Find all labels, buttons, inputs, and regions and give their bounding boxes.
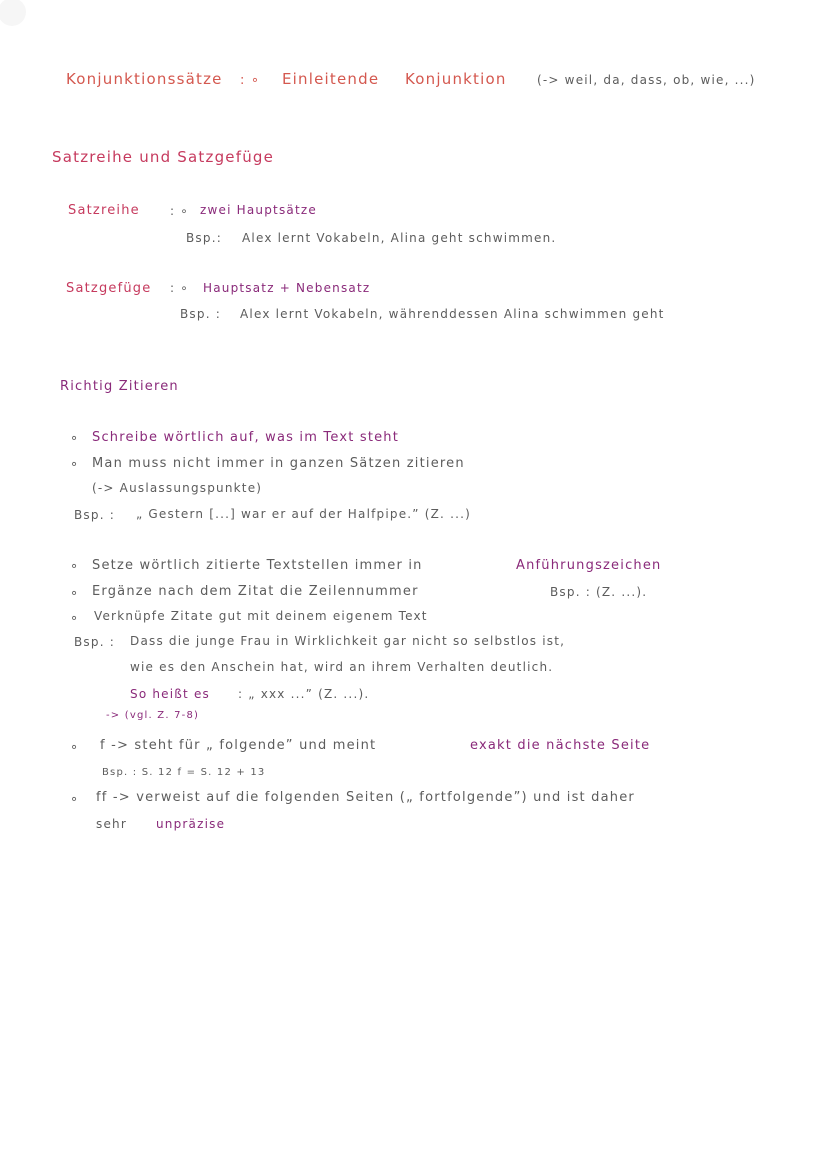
konjunktion-examples: (-> weil, da, dass, ob, wie, ...) xyxy=(537,73,756,87)
bullet-7-text: ff -> verweist auf die folgenden Seiten („ fortfolgende”) und ist daher xyxy=(96,790,635,805)
bullet-4-bsp: Bsp. : (Z. ...). xyxy=(550,585,648,599)
bullet-1-text: Schreibe wörtlich auf, was im Text steht xyxy=(92,430,400,445)
bullet-3-emphasis: Anführungszeichen xyxy=(516,558,662,573)
satzgefuege-bsp-prefix: Bsp. : xyxy=(180,307,221,321)
bullet-2-continuation: (-> Auslassungspunkte) xyxy=(92,481,263,495)
bullet-4-dot: ∘ xyxy=(70,586,80,601)
bullet-2-text: Man muss nicht immer in ganzen Sätzen zitieren xyxy=(92,456,465,471)
bsp-1-prefix: Bsp. : xyxy=(74,508,115,522)
satzreihe-label: Satzreihe xyxy=(68,203,140,218)
bsp-2-line-3: : „ xxx ...” (Z. ...). xyxy=(238,687,370,701)
bullet-6-emphasis: exakt die nächste Seite xyxy=(470,738,651,753)
bsp-2-line-2: wie es den Anschein hat, wird an ihrem Verhalten deutlich. xyxy=(130,660,554,674)
richtig-zitieren-title: Richtig Zitieren xyxy=(60,379,179,394)
bullet-1-dot: ∘ xyxy=(70,431,80,446)
bsp-2-line-1: Dass die junge Frau in Wirklichkeit gar nicht so selbstlos ist, xyxy=(130,634,566,648)
bullet-7-dot: ∘ xyxy=(70,792,80,807)
bsp-1-text: „ Gestern [...] war er auf der Halfpipe.” (Z. ...) xyxy=(136,507,471,521)
einleitende-heading: Einleitende xyxy=(282,70,380,88)
bullet-6-text: f -> steht für „ folgende” und meint xyxy=(100,738,377,753)
bsp-2-line-3-emphasis: So heißt es xyxy=(130,687,211,701)
satzgefuege-definition: Hauptsatz + Nebensatz xyxy=(203,281,371,295)
bullet-3-dot: ∘ xyxy=(70,559,80,574)
paper-smudge xyxy=(0,0,40,40)
satzgefuege-sep: : ∘ xyxy=(170,281,189,295)
bsp-2-reference: -> (vgl. Z. 7-8) xyxy=(106,710,200,721)
bullet-7-continuation: sehr xyxy=(96,817,127,831)
konjunktionssaetze-sep: : ∘ xyxy=(240,73,261,88)
satzreihe-bsp: Alex lernt Vokabeln, Alina geht schwimmen. xyxy=(242,231,557,245)
bullet-7-emphasis: unpräzise xyxy=(156,817,226,831)
konjunktionssaetze-label: Konjunktionssätze xyxy=(66,70,223,88)
bullet-6-dot: ∘ xyxy=(70,740,80,755)
bullet-4-text: Ergänze nach dem Zitat die Zeilennummer xyxy=(92,584,419,599)
bullet-5-text: Verknüpfe Zitate gut mit deinem eigenem Text xyxy=(94,609,428,623)
bullet-3-text: Setze wörtlich zitierte Textstellen immer in xyxy=(92,558,423,573)
satzreihe-bsp-prefix: Bsp.: xyxy=(186,231,222,245)
konjunktion-heading: Konjunktion xyxy=(405,70,507,88)
satzreihe-satzgefuege-title: Satzreihe und Satzgefüge xyxy=(52,148,275,166)
satzgefuege-label: Satzgefüge xyxy=(66,281,152,296)
bullet-6-bsp: Bsp. : S. 12 f = S. 12 + 13 xyxy=(102,767,266,778)
bullet-2-dot: ∘ xyxy=(70,457,80,472)
bullet-5-dot: ∘ xyxy=(70,611,80,626)
satzgefuege-bsp: Alex lernt Vokabeln, währenddessen Alina schwimmen geht xyxy=(240,307,665,321)
satzreihe-definition: zwei Hauptsätze xyxy=(200,203,317,217)
satzreihe-sep: : ∘ xyxy=(170,204,189,218)
bsp-2-prefix: Bsp. : xyxy=(74,635,115,649)
